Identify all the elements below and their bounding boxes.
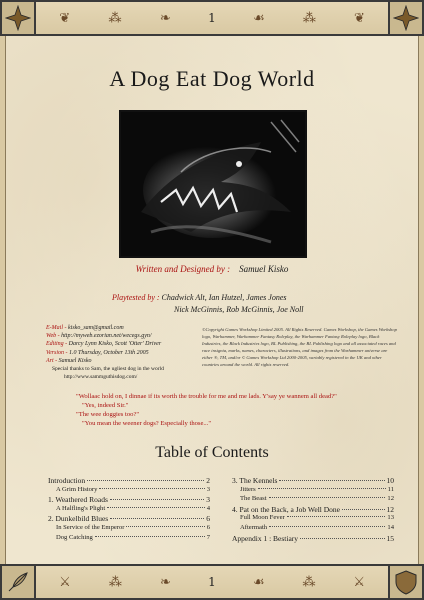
quote-line: "The wee doggies too?": [76, 411, 140, 418]
toc-column-right: [232, 476, 394, 543]
vine-ornament-icon: ⁂: [108, 574, 122, 590]
artist: Samuel Kisko: [58, 357, 92, 364]
author-name: Samuel Kisko: [239, 264, 289, 274]
toc-entry-page: 4: [206, 504, 210, 512]
toc-entry-page: 11: [387, 485, 394, 493]
toc-entry[interactable]: [48, 495, 210, 505]
contact-info: [46, 324, 196, 381]
toc-entry-page: 7: [206, 533, 210, 541]
toc-entry[interactable]: [48, 505, 210, 515]
toc-entry-page: 2: [206, 476, 210, 485]
quill-icon: [5, 569, 31, 595]
compass-star-icon: [5, 5, 31, 31]
toc-entry[interactable]: [48, 534, 210, 544]
email-link[interactable]: kisko_sam@gmail.com: [68, 325, 124, 331]
toc-entry[interactable]: [232, 514, 394, 524]
toc-entry[interactable]: [232, 495, 394, 505]
sword-icon: ⚔: [353, 574, 366, 590]
leader-dots: [287, 516, 386, 517]
written-by-label: Written and Designed by :: [135, 264, 231, 274]
toc-entry-label: Full Moon Fever: [240, 514, 285, 522]
toc-entry-label: Jitters: [240, 485, 256, 493]
toc-entry-label: A Grim History: [56, 485, 98, 493]
footer-ornament-left: [40, 567, 190, 597]
toc-entry-label: A Halfling's Plight: [56, 504, 106, 512]
toc-entry-page: 13: [387, 514, 394, 522]
toc-entry-page: 12: [386, 504, 394, 514]
playtesters-line-1: Chadwick Alt, Ian Hutzel, James Jones: [161, 293, 287, 302]
leader-dots: [269, 497, 386, 498]
toc-entry[interactable]: [48, 476, 210, 486]
leader-dots: [342, 509, 385, 510]
document-title: A Dog Eat Dog World: [109, 66, 315, 91]
header-ornament-left: [40, 3, 190, 33]
playtesters: [112, 292, 402, 316]
scroll-ornament-icon: ☙: [252, 574, 265, 590]
email-label: E-Mail -: [46, 325, 67, 331]
version-info: 1.0 Thursday, October 13th 2005: [69, 349, 149, 356]
compass-star-icon: [393, 5, 419, 31]
thanks-link[interactable]: http://www.sammguthisdog.com/: [64, 374, 138, 381]
web-link[interactable]: http://myweb.ezorian.net/wecegs.gyn/: [61, 333, 152, 340]
toc-entry-label: Introduction: [48, 476, 86, 485]
toc-entry-label: Dog Catching: [56, 533, 93, 541]
scroll-ornament-icon: ❦: [354, 10, 365, 26]
toc-entry[interactable]: [232, 534, 394, 544]
toc-entry-page: 6: [206, 514, 210, 524]
left-border: [0, 36, 6, 564]
toc-heading: Table of Contents: [155, 444, 269, 461]
toc-entry-label: In Service of the Emperor: [56, 523, 125, 531]
editors: Darcy Lynn Kisko, Scott 'Otter' Driver: [68, 341, 162, 348]
quote-line: "You mean the weener dogs? Especially those...": [82, 420, 212, 427]
toc-entry[interactable]: [48, 524, 210, 534]
toc-entry-page: 12: [387, 495, 394, 503]
corner-ornament-bottom-right: [388, 564, 424, 600]
playtest-label: Playtested by :: [112, 293, 160, 302]
header-ornament-right: [234, 3, 384, 33]
toc-entry-page: 6: [206, 523, 210, 531]
leader-dots: [110, 518, 204, 519]
toc-entry-label: Aftermath: [240, 523, 268, 531]
leader-dots: [107, 507, 205, 508]
toc-entry[interactable]: [48, 486, 210, 496]
leader-dots: [99, 488, 204, 489]
shield-icon: [393, 569, 419, 595]
toc-entry-label: 3. The Kennels: [232, 476, 278, 485]
footer-ornament-right: [234, 567, 384, 597]
sword-icon: ⚔: [59, 574, 71, 590]
toc-entry[interactable]: [232, 486, 394, 496]
scroll-ornament-icon: ❧: [159, 10, 171, 26]
leader-dots: [126, 526, 204, 527]
quote-line: "Wollaac hold on, I dinnae if its worth the trouble for me and me lads. Y'say ye wannem all dead?": [76, 393, 337, 400]
editing-label: Editing -: [46, 341, 68, 348]
leader-dots: [269, 526, 385, 527]
snarling-dog-illustration: [121, 112, 305, 256]
leader-dots: [87, 480, 204, 481]
toc-entry[interactable]: [232, 476, 394, 486]
toc-entry[interactable]: [232, 524, 394, 534]
page-number-bottom: 1: [208, 575, 216, 589]
toc-entry-label: The Beast: [240, 495, 267, 503]
toc-column-left: [48, 476, 210, 543]
corner-ornament-bottom-left: [0, 564, 36, 600]
leader-dots: [258, 488, 386, 489]
toc-entry-page: 10: [386, 476, 394, 485]
toc-entry-label: 1. Weathered Roads: [48, 495, 108, 505]
scroll-ornament-icon: ❦: [59, 10, 71, 26]
playtesters-line-2: Nick McGinnis, Rob McGinnis, Joe Noll: [174, 305, 304, 314]
toc-entry-page: 14: [387, 523, 394, 531]
art-label: Art -: [46, 357, 58, 364]
leader-dots: [279, 480, 384, 481]
toc-entry-page: 3: [206, 495, 210, 505]
copyright-notice: ©Copyright Games Workshop Limited 2005. All Rights Reserved. Games Workshop, the Games Workshop logo, Warhammer, Warhammer Fantasy Roleplay, the Warhammer Fantasy Roleplay logo, Black Industries, the Black Industries logo, BL Publishing, the BL Publishing logo and all associated races and race insignia, marks, names, characters, illustrations, and images from the Warhammer universe are either ®, TM, and/or © Games Workshop Ltd 2000-2005, variably registered in the UK and other countries around the world. All rights reserved.: [202, 327, 397, 367]
vine-ornament-icon: ⁂: [302, 10, 316, 26]
toc-entry[interactable]: [48, 514, 210, 524]
author-credit: [0, 264, 424, 274]
vine-ornament-icon: ⁂: [302, 574, 316, 590]
toc-entry-page: 15: [386, 533, 394, 543]
cover-illustration: [119, 110, 307, 258]
quote-line: "Yes, indeed Sir.": [82, 402, 129, 409]
page-number-top: 1: [208, 11, 216, 25]
special-thanks: Special thanks to Sam, the ugliest dog in the world: [52, 366, 164, 373]
leader-dots: [110, 499, 204, 500]
vine-ornament-icon: ⁂: [108, 10, 122, 26]
toc-entry[interactable]: [232, 505, 394, 515]
toc-entry-label: 2. Dunkelbild Blues: [48, 514, 109, 524]
toc-entry-page: 3: [206, 485, 210, 493]
leader-dots: [300, 538, 384, 539]
corner-ornament-top-left: [0, 0, 36, 36]
toc-entry-label: Appendix 1 : Bestiary: [232, 533, 299, 543]
scroll-ornament-icon: ☙: [253, 10, 265, 26]
toc-entry-label: 4. Pat on the Back, a Job Well Done: [232, 504, 340, 514]
leader-dots: [95, 536, 205, 537]
corner-ornament-top-right: [388, 0, 424, 36]
right-border: [418, 36, 424, 564]
scroll-ornament-icon: ❧: [160, 574, 171, 590]
version-label: Version -: [46, 349, 68, 356]
web-label: Web -: [46, 333, 60, 340]
opening-dialogue: [76, 392, 396, 428]
